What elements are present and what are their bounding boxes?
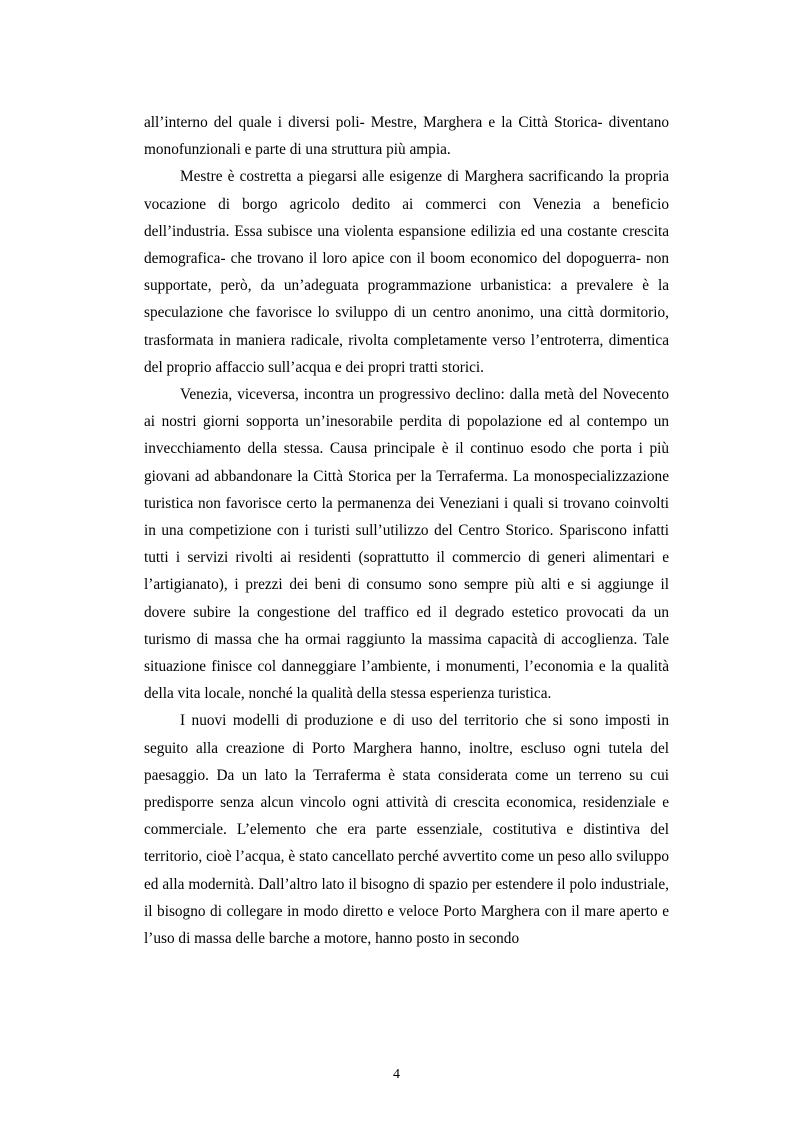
- paragraph-mestre: Mestre è costretta a piegarsi alle esigenze di Marghera sacrificando la propria vocazione di borgo agricolo dedito ai commerci con Venezia a beneficio dell’industria. Essa subisce una violenta espansione edilizia ed una costante crescita demografica- che trovano il loro apice con il boom economico del dopoguerra- non supportate, però, da un’adeguata programmazione urbanistica: a prevalere è la speculazione che favorisce lo sviluppo di un centro anonimo, una città dormitorio, trasformata in maniera radicale, rivolta completamente verso l’entroterra, dimentica del proprio affaccio sull’acqua e dei propri tratti storici.: [144, 168, 669, 376]
- paragraph-continuation: all’interno del quale i diversi poli- Mestre, Marghera e la Città Storica- diventano monofunzionali e parte di una struttura più ampia.: [144, 114, 669, 159]
- paragraph-nuovi-modelli: I nuovi modelli di produzione e di uso del territorio che si sono imposti in seguito alla creazione di Porto Marghera hanno, inoltre, escluso ogni tutela del paesaggio. Da un lato la Terraferma è stata considerata come un terreno su cui predisporre senza alcun vincolo ogni attività di crescita economica, residenziale e commerciale. L’elemento che era parte essenziale, costitutiva e distintiva del territorio, cioè l’acqua, è stato cancellato perché avvertito come un peso allo sviluppo ed alla modernità. Dall’altro lato il bisogno di spazio per estendere il polo industriale, il bisogno di collegare in modo diretto e veloce Porto Marghera con il mare aperto e l’uso di massa delle barche a motore, hanno posto in secondo: [144, 712, 669, 948]
- paragraph-venezia: Venezia, viceversa, incontra un progressivo declino: dalla metà del Novecento ai nostri giorni sopporta un’inesorabile perdita di popolazione ed al contempo un invecchiamento della stessa. Causa principale è il continuo esodo che porta i più giovani ad abbandonare la Città Storica per la Terraferma. La monospecializzazione turistica non favorisce certo la permanenza dei Veneziani i quali si trovano coinvolti in una competizione con i turisti sull’utilizzo del Centro Storico. Spariscono infatti tutti i servizi rivolti ai residenti (soprattutto il commercio di generi alimentari e l’artigianato), i prezzi dei beni di consumo sono sempre più alti e si aggiunge il dovere subire la congestione del traffico ed il degrado estetico provocati da un turismo di massa che ha ormai raggiunto la massima capacità di accoglienza. Tale situazione finisce col danneggiare l’ambiente, i monumenti, l’economia e la qualità della vita locale, nonché la qualità della stessa esperienza turistica.: [144, 386, 669, 703]
- body-text: [144, 109, 669, 952]
- page-number: 4: [393, 1067, 400, 1082]
